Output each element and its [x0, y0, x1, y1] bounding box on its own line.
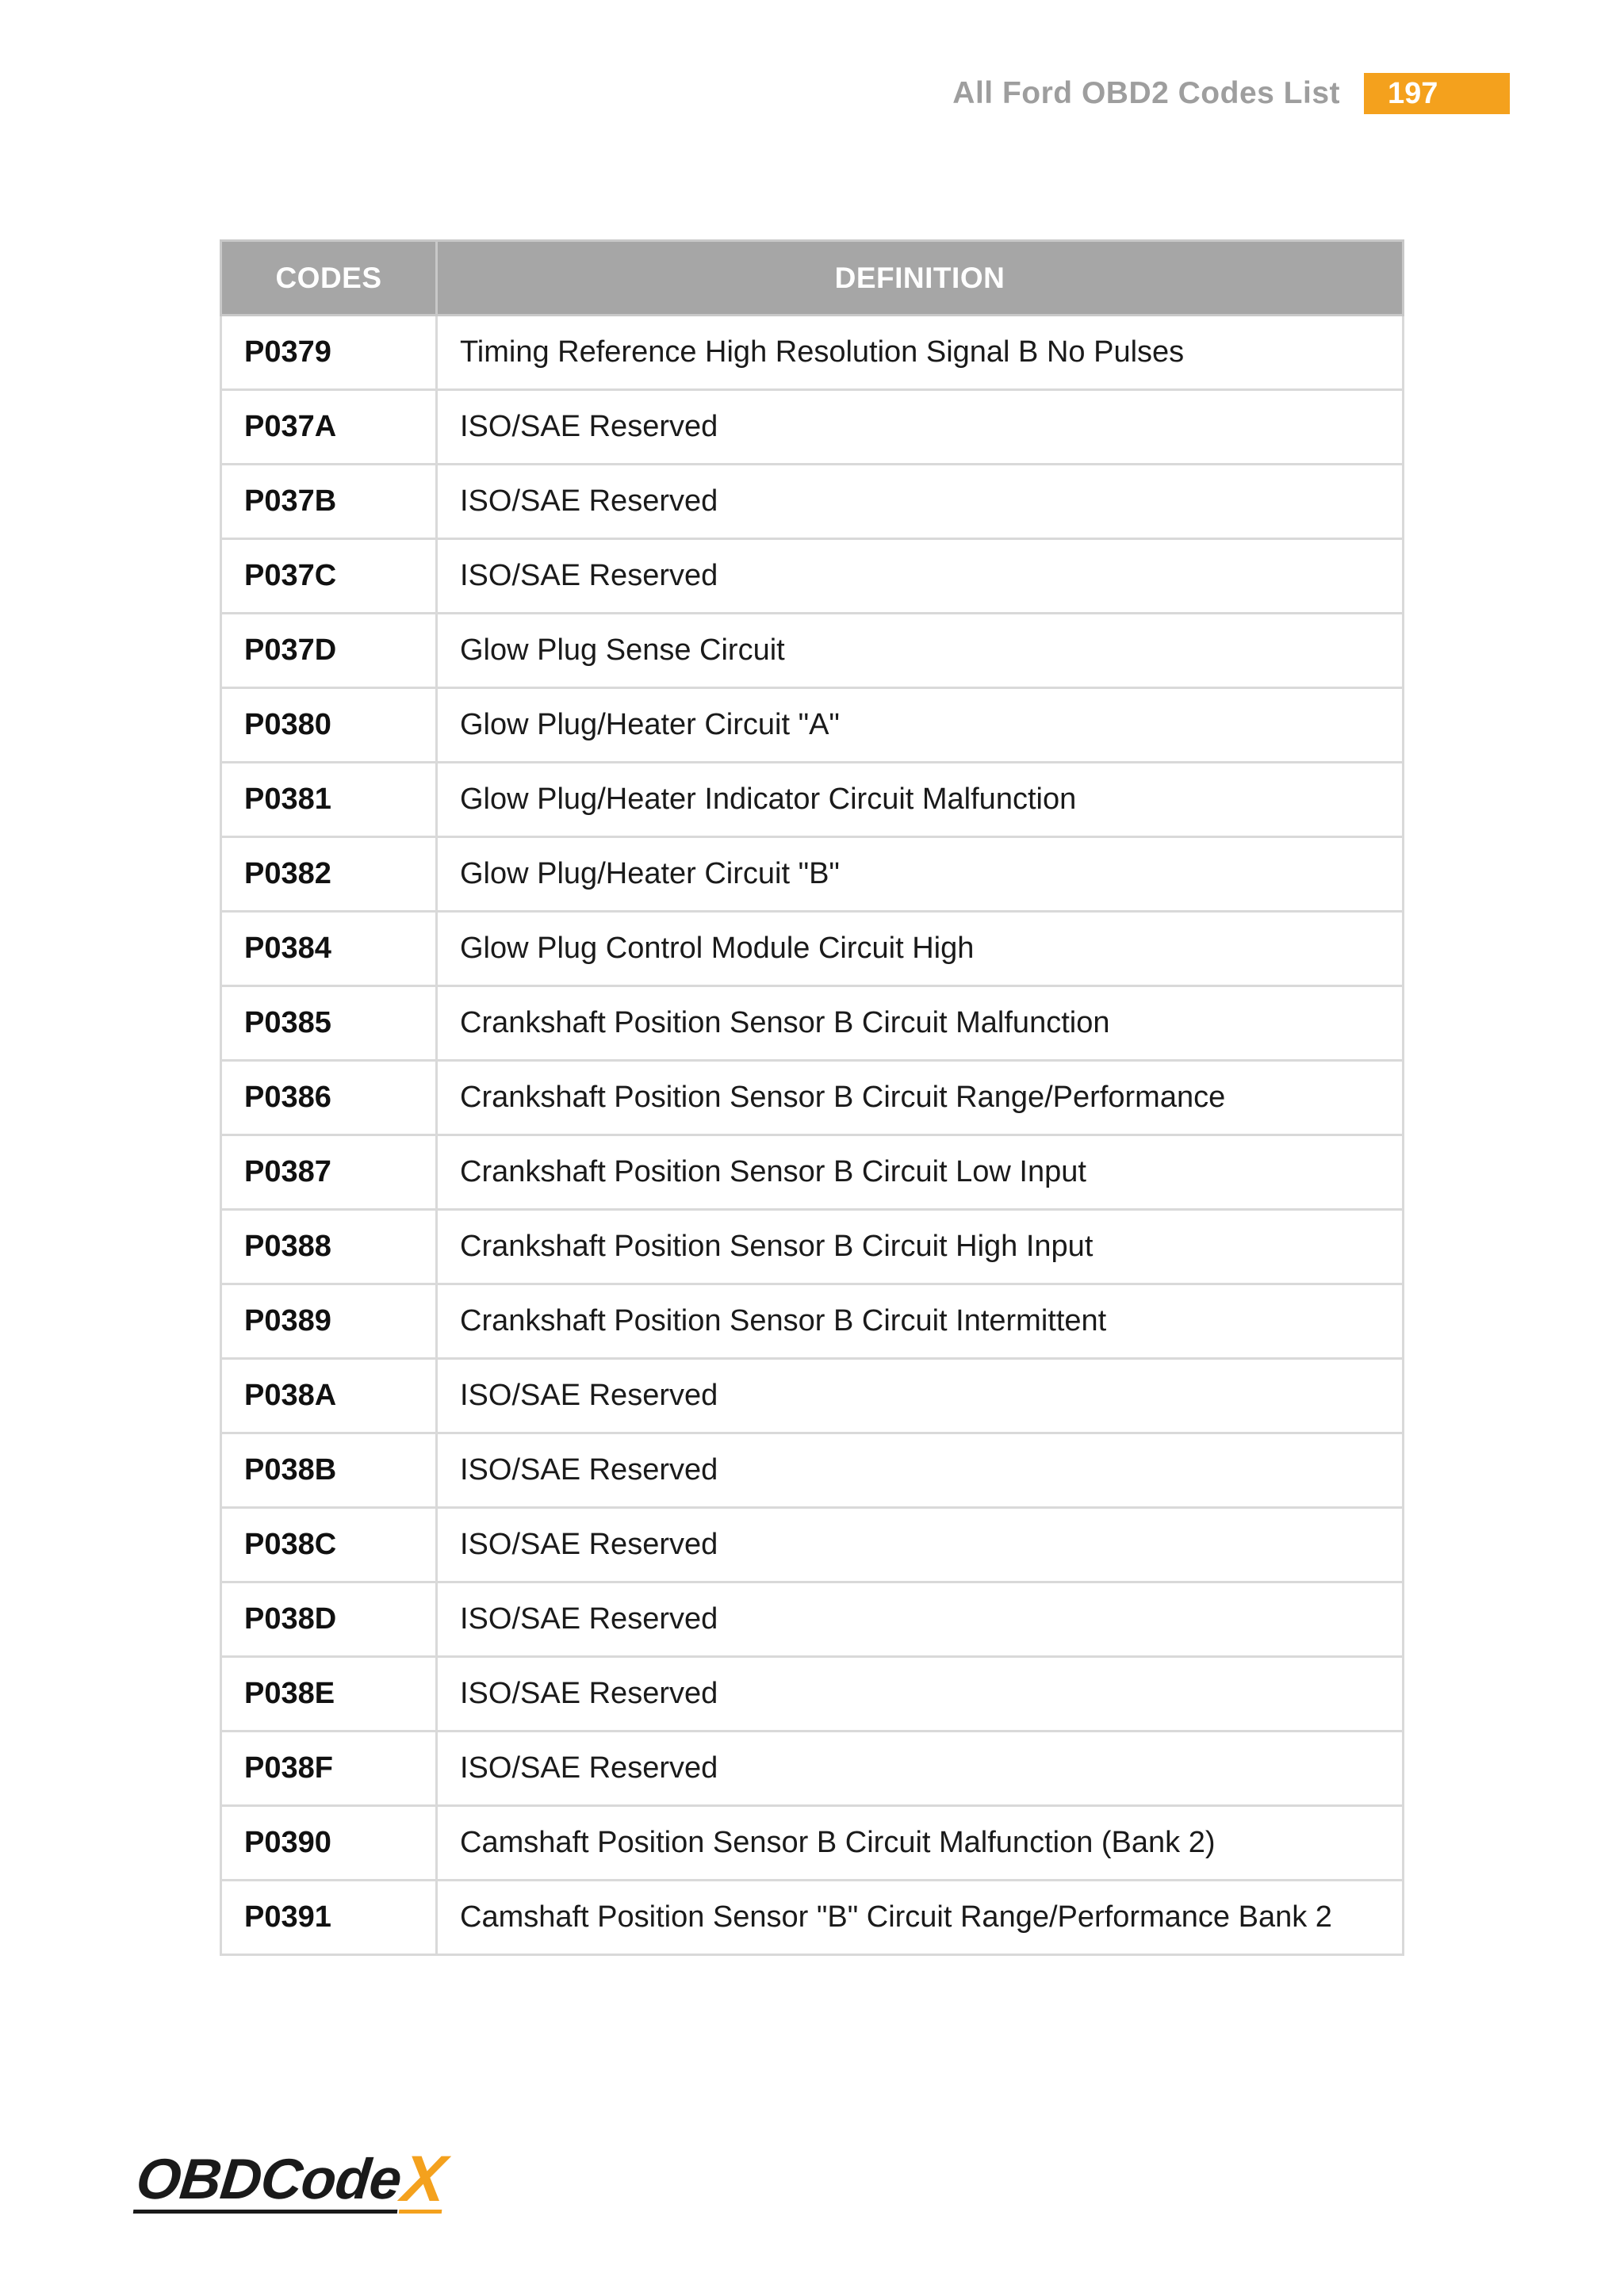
code-cell: P0379: [221, 316, 437, 390]
definition-cell: ISO/SAE Reserved: [437, 539, 1404, 614]
code-cell: P037D: [221, 614, 437, 688]
code-cell: P037A: [221, 390, 437, 465]
definition-cell: Camshaft Position Sensor "B" Circuit Range/Performance Bank 2: [437, 1881, 1404, 1955]
code-cell: P0381: [221, 763, 437, 837]
definition-cell: ISO/SAE Reserved: [437, 465, 1404, 539]
definition-cell: ISO/SAE Reserved: [437, 1582, 1404, 1657]
code-cell: P038C: [221, 1508, 437, 1582]
definition-cell: ISO/SAE Reserved: [437, 1657, 1404, 1732]
definition-cell: Glow Plug Sense Circuit: [437, 614, 1404, 688]
code-cell: P0389: [221, 1284, 437, 1359]
table-row: [221, 1881, 1404, 1955]
definition-cell: Glow Plug/Heater Indicator Circuit Malfunction: [437, 763, 1404, 837]
table-row: [221, 316, 1404, 390]
table-row: [221, 1061, 1404, 1135]
definition-cell: Camshaft Position Sensor B Circuit Malfunction (Bank 2): [437, 1806, 1404, 1881]
table-row: [221, 1210, 1404, 1284]
code-cell: P0386: [221, 1061, 437, 1135]
codes-table: [220, 239, 1404, 1956]
table-row: [221, 986, 1404, 1061]
definition-cell: ISO/SAE Reserved: [437, 1508, 1404, 1582]
definition-cell: Glow Plug/Heater Circuit "A": [437, 688, 1404, 763]
table-row: [221, 763, 1404, 837]
definition-cell: ISO/SAE Reserved: [437, 1359, 1404, 1433]
table-row: [221, 390, 1404, 465]
table-row: [221, 1806, 1404, 1881]
page-number-badge: 197: [1364, 73, 1510, 114]
table-row: [221, 1135, 1404, 1210]
code-cell: P0391: [221, 1881, 437, 1955]
column-header-definition: DEFINITION: [437, 241, 1404, 316]
definition-cell: Crankshaft Position Sensor B Circuit Low Input: [437, 1135, 1404, 1210]
definition-cell: ISO/SAE Reserved: [437, 1732, 1404, 1806]
code-cell: P0380: [221, 688, 437, 763]
table-row: [221, 1359, 1404, 1433]
definition-cell: Crankshaft Position Sensor B Circuit Intermittent: [437, 1284, 1404, 1359]
column-header-codes: CODES: [221, 241, 437, 316]
table-row: [221, 688, 1404, 763]
table-row: [221, 1433, 1404, 1508]
definition-cell: Glow Plug/Heater Circuit "B": [437, 837, 1404, 912]
definition-cell: ISO/SAE Reserved: [437, 390, 1404, 465]
code-cell: P038D: [221, 1582, 437, 1657]
table-row: [221, 912, 1404, 986]
definition-cell: Crankshaft Position Sensor B Circuit Range/Performance: [437, 1061, 1404, 1135]
logo-accent-letter: X: [398, 2143, 449, 2215]
table-row: [221, 1508, 1404, 1582]
code-cell: P038F: [221, 1732, 437, 1806]
definition-cell: Glow Plug Control Module Circuit High: [437, 912, 1404, 986]
table-row: [221, 465, 1404, 539]
table-row: [221, 539, 1404, 614]
obdcodex-logo: [133, 2143, 449, 2215]
code-cell: P038E: [221, 1657, 437, 1732]
code-cell: P0387: [221, 1135, 437, 1210]
logo-wordmark: OBDCode: [133, 2151, 404, 2214]
document-title: All Ford OBD2 Codes List: [952, 76, 1340, 110]
definition-cell: Crankshaft Position Sensor B Circuit Malfunction: [437, 986, 1404, 1061]
code-cell: P038A: [221, 1359, 437, 1433]
code-cell: P0382: [221, 837, 437, 912]
table-row: [221, 614, 1404, 688]
table-row: [221, 1732, 1404, 1806]
table-row: [221, 837, 1404, 912]
definition-cell: Timing Reference High Resolution Signal B No Pulses: [437, 316, 1404, 390]
code-cell: P0384: [221, 912, 437, 986]
code-cell: P0385: [221, 986, 437, 1061]
code-cell: P0388: [221, 1210, 437, 1284]
table-row: [221, 1657, 1404, 1732]
definition-cell: ISO/SAE Reserved: [437, 1433, 1404, 1508]
table-row: [221, 1582, 1404, 1657]
code-cell: P037C: [221, 539, 437, 614]
code-cell: P038B: [221, 1433, 437, 1508]
table-header-row: [221, 241, 1404, 316]
code-cell: P0390: [221, 1806, 437, 1881]
code-cell: P037B: [221, 465, 437, 539]
page-header: [952, 73, 1510, 114]
definition-cell: Crankshaft Position Sensor B Circuit High Input: [437, 1210, 1404, 1284]
table-row: [221, 1284, 1404, 1359]
